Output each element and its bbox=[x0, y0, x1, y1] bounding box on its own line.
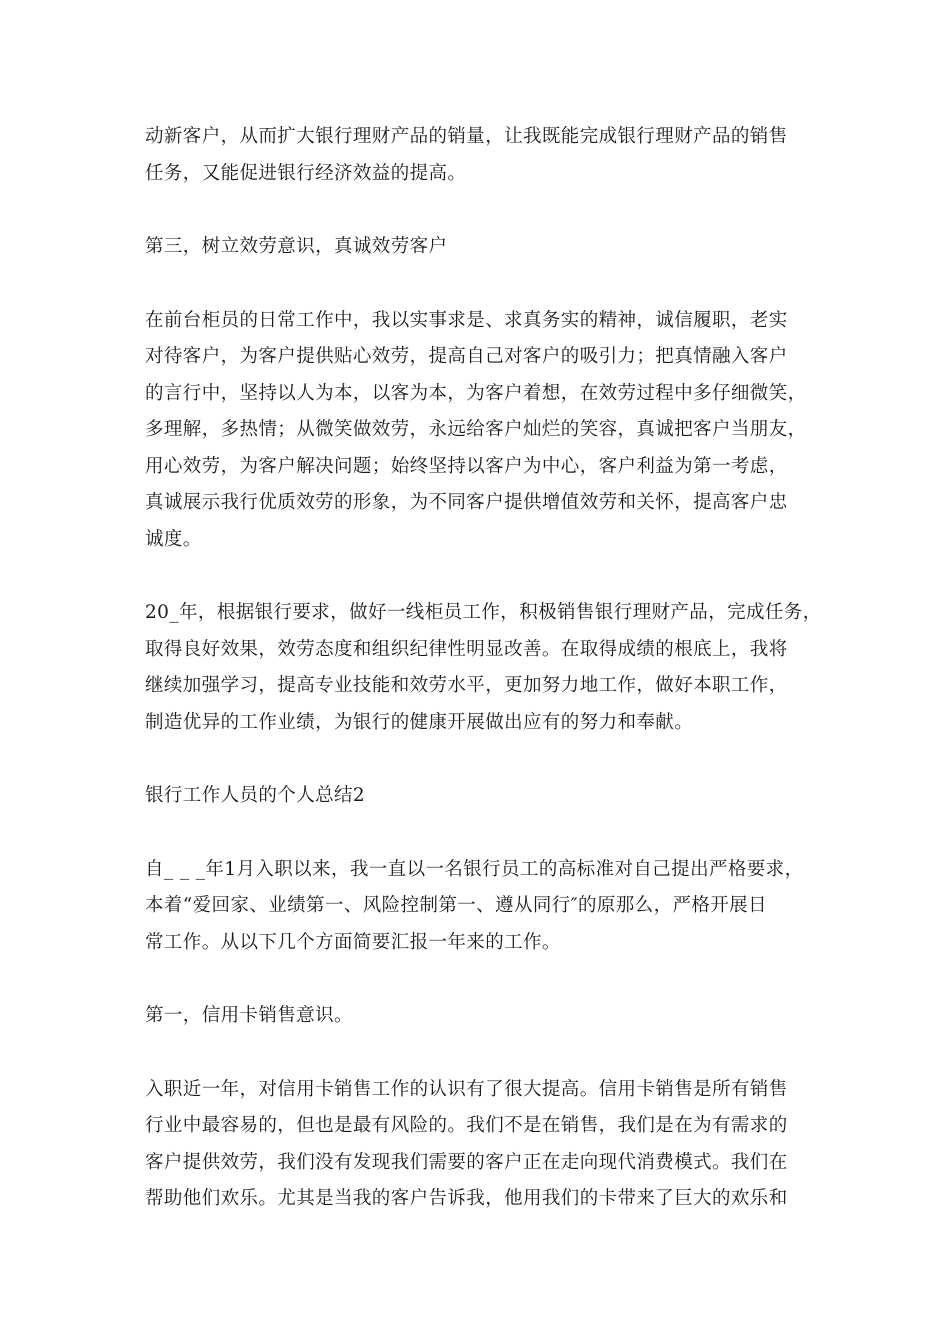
text-line: 第一，信用卡销售意识。 bbox=[145, 1005, 353, 1026]
text-line: 帮助他们欢乐。尤其是当我的客户告诉我，他用我们的卡带来了巨大的欢乐和 bbox=[145, 1188, 788, 1209]
text-line: 银行工作人员的个人总结2 bbox=[145, 785, 366, 806]
text-line: 本着“爱回家、业绩第一、风险控制第一、遵从同行″的原那么，严格开展日 bbox=[145, 895, 767, 916]
text-line: 任务，又能促进银行经济效益的提高。 bbox=[145, 162, 467, 184]
text-line: 制造优异的工作业绩，为银行的健康开展做出应有的努力和奉献。 bbox=[145, 711, 694, 733]
paragraph bbox=[145, 119, 825, 192]
paragraph bbox=[145, 303, 825, 559]
text-line: 行业中最容易的，但也是最有风险的。我们不是在销售，我们是在为有需求的 bbox=[145, 1115, 788, 1136]
document-title bbox=[145, 778, 825, 815]
text-line: 用心效劳，为客户解决问题；始终坚持以客户为中心，客户利益为第一考虑， bbox=[145, 455, 788, 477]
text-line: 取得良好效果，效劳态度和组织纪律性明显改善。在取得成绩的根底上，我将 bbox=[145, 638, 788, 660]
text-line: 诚度。 bbox=[145, 528, 202, 550]
text-line: 真诚展示我行优质效劳的形象，为不同客户提供增值效劳和关怀，提高客户忠 bbox=[145, 492, 788, 513]
paragraph bbox=[145, 1072, 825, 1218]
text-line: 常工作。从以下几个方面简要汇报一年来的工作。 bbox=[145, 931, 561, 953]
text-line: 第三，树立效劳意识，真诚效劳客户 bbox=[145, 236, 448, 257]
text-line: 对待客户，为客户提供贴心效劳，提高自己对客户的吸引力；把真情融入客户 bbox=[145, 346, 788, 367]
text-line: 多理解，多热情；从微笑做效劳，永远给客户灿烂的笑容，真诚把客户当朋友， bbox=[145, 419, 807, 440]
text-line: 的言行中，坚持以人为本，以客为本，为客户着想，在效劳过程中多仔细微笑， bbox=[145, 382, 807, 404]
paragraph bbox=[145, 852, 825, 962]
document-body bbox=[145, 119, 825, 1255]
section-heading bbox=[145, 229, 825, 266]
text-line: 自_ _ _年1月入职以来，我一直以一名银行员工的高标准对自己提出严格要求， bbox=[145, 858, 804, 880]
text-line: 在前台柜员的日常工作中，我以实事求是、求真务实的精神，诚信履职，老实 bbox=[145, 309, 788, 331]
section-heading bbox=[145, 998, 825, 1035]
text-line: 客户提供效劳，我们没有发现我们需要的客户正在走向现代消费模式。我们在 bbox=[145, 1151, 788, 1173]
text-line: 20_年，根据银行要求，做好一线柜员工作，积极销售银行理财产品，完成任务， bbox=[145, 602, 822, 623]
text-line: 动新客户，从而扩大银行理财产品的销量，让我既能完成银行理财产品的销售 bbox=[145, 126, 788, 147]
text-line: 继续加强学习，提高专业技能和效劳水平，更加努力地工作，做好本职工作， bbox=[145, 675, 788, 696]
text-line: 入职近一年，对信用卡销售工作的认识有了很大提高。信用卡销售是所有销售 bbox=[145, 1078, 788, 1100]
paragraph bbox=[145, 595, 825, 741]
